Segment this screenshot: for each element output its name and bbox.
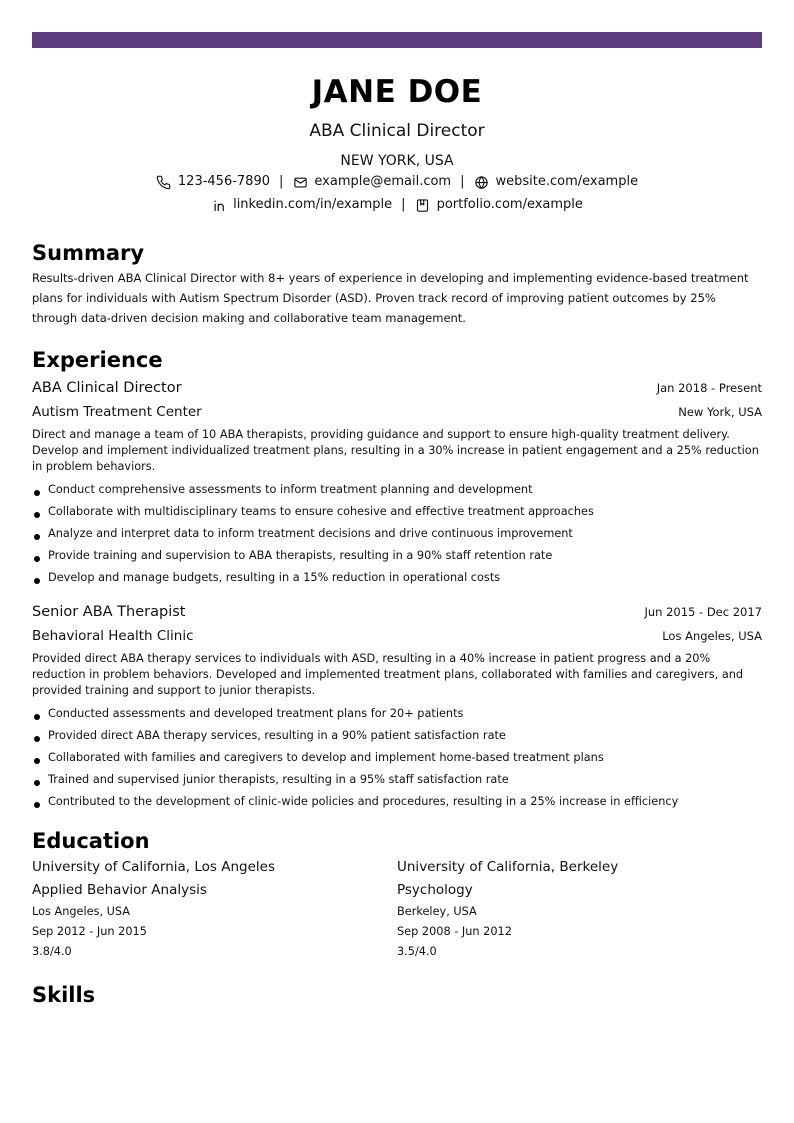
edu-dates: Sep 2012 - Jun 2015 — [32, 925, 147, 938]
list-item: Trained and supervised junior therapists, resulting in a 95% staff satisfaction rate — [32, 769, 762, 791]
education-entry — [32, 856, 397, 962]
job-bullets — [32, 703, 762, 813]
list-item: Provided direct ABA therapy services, resulting in a 90% patient satisfaction rate — [32, 725, 762, 747]
portfolio-link[interactable]: portfolio.com/example — [436, 197, 583, 212]
edu-school: University of California, Berkeley — [397, 859, 619, 875]
list-item: Develop and manage budgets, resulting in a 15% reduction in operational costs — [32, 567, 762, 589]
mail-icon — [292, 174, 308, 190]
section-title: Summary — [32, 241, 145, 265]
job-location: New York, USA — [678, 405, 762, 419]
experience-section — [32, 347, 762, 813]
separator: | — [460, 174, 465, 189]
job-entry — [32, 377, 762, 589]
linkedin-icon — [211, 197, 227, 213]
candidate-location: NEW YORK, USA — [340, 153, 454, 169]
summary-text: Results-driven ABA Clinical Director with 8+ years of experience in developing and implementing evidence-based treatment plans for individuals with Autism Spectrum Disorder (ASD). Proven track record of improving patient outcomes by 25% through data-driven decision making and collaborative team management. — [32, 271, 749, 325]
edu-location: Berkeley, USA — [397, 905, 477, 918]
phone-contact — [156, 173, 270, 191]
website-contact — [473, 173, 638, 191]
edu-degree: Applied Behavior Analysis — [32, 882, 207, 898]
job-description: Provided direct ABA therapy services to individuals with ASD, resulting in a 40% increase in patient progress and a 20% reduction in problem behaviors. Developed and implemented treatment plans, collaborated with families and caregivers, and provided training and support to junior therapists. — [32, 652, 744, 697]
email-contact — [292, 173, 451, 191]
candidate-name: JANE DOE — [311, 74, 483, 110]
phone-icon — [156, 174, 172, 190]
job-subheader — [32, 623, 762, 647]
job-subheader — [32, 399, 762, 423]
job-title: ABA Clinical Director — [32, 380, 182, 396]
list-item: Provide training and supervision to ABA therapists, resulting in a 90% staff retention rate — [32, 545, 762, 567]
email-link[interactable]: example@email.com — [314, 174, 452, 189]
section-title: Education — [32, 829, 150, 853]
list-item: Contributed to the development of clinic-wide policies and procedures, resulting in a 25% increase in efficiency — [32, 791, 762, 813]
education-grid — [32, 856, 762, 962]
edu-school: University of California, Los Angeles — [32, 859, 276, 875]
job-company: Autism Treatment Center — [32, 404, 202, 420]
list-item: Conducted assessments and developed treatment plans for 20+ patients — [32, 703, 762, 725]
candidate-title: ABA Clinical Director — [309, 121, 485, 141]
separator: | — [279, 174, 284, 189]
contact-row-primary — [32, 173, 762, 191]
job-location: Los Angeles, USA — [662, 629, 762, 643]
job-bullets — [32, 479, 762, 589]
education-entry — [397, 856, 762, 962]
resume-header — [32, 72, 762, 214]
linkedin-contact — [211, 196, 392, 214]
summary-section — [32, 240, 762, 328]
job-dates: Jan 2018 - Present — [656, 381, 762, 395]
edu-location: Los Angeles, USA — [32, 905, 131, 918]
job-title: Senior ABA Therapist — [32, 604, 186, 620]
list-item: Collaborated with families and caregivers to develop and implement home-based treatment plans — [32, 747, 762, 769]
section-title: Experience — [32, 348, 163, 372]
job-header — [32, 601, 762, 623]
job-dates: Jun 2015 - Dec 2017 — [644, 605, 762, 619]
contact-row-secondary — [32, 196, 762, 214]
skills-section — [32, 982, 762, 1008]
edu-gpa: 3.5/4.0 — [397, 945, 437, 958]
portfolio-contact — [415, 196, 583, 214]
edu-degree: Psychology — [397, 882, 473, 898]
list-item: Analyze and interpret data to inform treatment decisions and drive continuous improvement — [32, 523, 762, 545]
list-item: Collaborate with multidisciplinary teams to ensure cohesive and effective treatment approaches — [32, 501, 762, 523]
edu-gpa: 3.8/4.0 — [32, 945, 72, 958]
list-item: Conduct comprehensive assessments to inform treatment planning and development — [32, 479, 762, 501]
section-title: Skills — [32, 983, 96, 1007]
job-company: Behavioral Health Clinic — [32, 628, 194, 644]
globe-icon — [473, 174, 489, 190]
job-header — [32, 377, 762, 399]
edu-dates: Sep 2008 - Jun 2012 — [397, 925, 512, 938]
job-description: Direct and manage a team of 10 ABA therapists, providing guidance and support to ensure high-quality treatment delivery. Develop and implement individualized treatment plans, resulting in a 30% increase in patient engagement and a 25% reduction in problem behaviors. — [32, 428, 759, 473]
linkedin-link[interactable]: linkedin.com/in/example — [233, 197, 393, 212]
accent-bar — [32, 32, 762, 48]
website-link[interactable]: website.com/example — [495, 174, 639, 189]
portfolio-icon — [415, 197, 431, 213]
job-entry — [32, 601, 762, 813]
separator: | — [401, 197, 406, 212]
phone-text[interactable]: 123-456-7890 — [177, 174, 270, 189]
education-section — [32, 828, 762, 962]
